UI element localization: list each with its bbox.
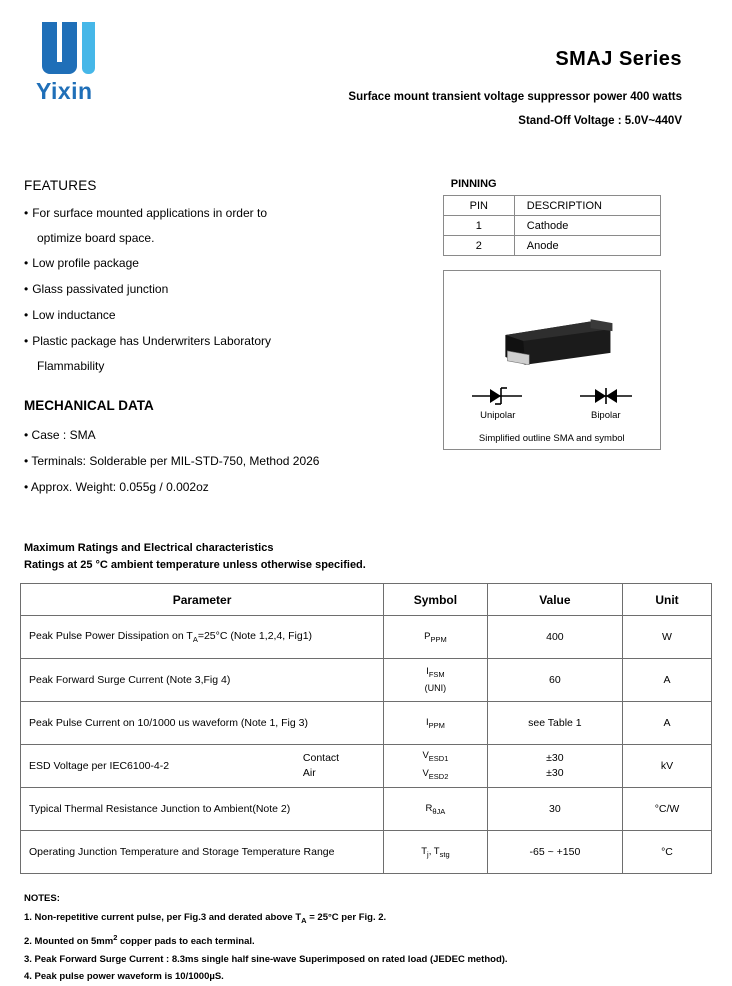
row-parameter — [21, 616, 384, 659]
symbol-subscript: j — [427, 849, 429, 859]
table-row — [443, 236, 660, 256]
row-value: 30 — [487, 788, 622, 831]
subtitle-voltage: Stand-Off Voltage : 5.0V~440V — [518, 115, 682, 127]
mechanical-data-title: MECHANICAL DATA — [24, 398, 154, 413]
symbol-subscript: ESD1 — [428, 754, 449, 763]
mechanical-item: • Approx. Weight: 0.055g / 0.002oz — [24, 480, 209, 494]
symbol-subscript: PPM — [428, 720, 445, 730]
package-caption: Simplified outline SMA and symbol — [478, 433, 625, 444]
sma-package-drawing — [444, 295, 660, 387]
note-text: 2. Mounted on 5mm — [24, 936, 114, 948]
symbol-main: P — [424, 630, 431, 642]
unipolar-label: Unipolar — [480, 410, 516, 421]
company-name: Yixin — [36, 78, 93, 104]
feature-item: • Low profile package — [24, 256, 139, 270]
feature-text: Low profile package — [32, 256, 139, 270]
note-superscript: 2 — [113, 932, 118, 942]
row-unit: °C — [623, 831, 712, 874]
symbol-subscript: PPM — [430, 634, 447, 644]
notes-section — [20, 890, 712, 986]
table-row — [443, 216, 660, 236]
feature-item: • For surface mounted applications in order to — [24, 206, 267, 220]
header-parameter: Parameter — [21, 584, 384, 616]
pinning-header-description: DESCRIPTION — [514, 196, 660, 216]
ratings-table — [20, 583, 712, 874]
package-outline-box — [443, 270, 661, 450]
table-row — [21, 831, 712, 874]
table-row — [21, 702, 712, 745]
table-row — [21, 616, 712, 659]
note-item: 3. Peak Forward Surge Current : 8.3ms single half sine-wave Superimposed on rated load (JEDEC method). — [24, 953, 508, 965]
row-symbol — [384, 745, 488, 788]
bipolar-label: Bipolar — [590, 410, 621, 421]
row-symbol — [384, 831, 488, 874]
symbol-main: R — [425, 802, 433, 814]
ratings-line-1: Maximum Ratings and Electrical characteristics — [24, 542, 274, 554]
feature-text: Glass passivated junction — [32, 282, 169, 296]
bipolar-diode-icon — [578, 385, 634, 407]
pin-number: 1 — [443, 216, 514, 236]
pinning-column — [443, 178, 712, 502]
symbol-main-2: V — [422, 768, 429, 779]
header-value: Value — [487, 584, 622, 616]
symbol-main: V — [422, 750, 429, 762]
title-block — [348, 22, 712, 127]
note-text: 1. Non-repetitive current pulse, per Fig.3 and derated above T — [24, 911, 302, 923]
row-parameter: Peak Pulse Current on 10/1000 us waveform (Note 1, Fig 3) — [21, 702, 384, 745]
mid-section — [20, 178, 712, 502]
row-value: 60 — [487, 659, 622, 702]
pinning-table — [443, 195, 661, 256]
esd-air-label: Air — [302, 767, 316, 779]
header-unit: Unit — [623, 584, 712, 616]
symbol-main: T — [421, 845, 428, 857]
note-text-rest: copper pads to each terminal. — [117, 936, 255, 948]
row-unit: kV — [623, 745, 712, 788]
page-header — [20, 0, 712, 127]
logo-mark-icon — [36, 22, 110, 74]
table-header-row — [443, 196, 660, 216]
pinning-header-pin: PIN — [443, 196, 514, 216]
feature-item-continued: Flammability — [37, 359, 105, 373]
esd-method-labels — [303, 751, 375, 781]
row-symbol — [384, 702, 488, 745]
pinning-title: PINNING — [450, 178, 497, 190]
header-symbol: Symbol — [384, 584, 488, 616]
pin-description: Cathode — [514, 216, 660, 236]
mechanical-text: Terminals: Solderable per MIL-STD-750, Method 2026 — [31, 454, 320, 468]
row-value: -65 ~ +150 — [487, 831, 622, 874]
parameter-text-rest: =25°C (Note 1,2,4, Fig1) — [197, 629, 313, 642]
value-line-2: ±30 — [546, 767, 564, 779]
unipolar-symbol — [470, 385, 526, 421]
row-value: 400 — [487, 616, 622, 659]
row-unit: A — [623, 659, 712, 702]
feature-text: Plastic package has Underwriters Laboratory — [32, 334, 271, 348]
note-item — [24, 909, 712, 929]
features-title: FEATURES — [24, 178, 97, 193]
table-row — [21, 745, 712, 788]
ratings-heading — [20, 540, 712, 574]
symbol-subscript-2: stg — [439, 849, 450, 859]
note-text-rest: = 25°C per Fig. 2. — [306, 911, 387, 923]
symbol-main: I — [426, 665, 429, 677]
row-unit: W — [623, 616, 712, 659]
parameter-subscript: A — [192, 635, 198, 645]
subtitle-power: Surface mount transient voltage suppressor power 400 watts — [348, 91, 682, 103]
feature-item: • Plastic package has Underwriters Laboratory — [24, 334, 271, 348]
bipolar-symbol — [578, 385, 634, 421]
mechanical-item: • Case : SMA — [24, 428, 96, 442]
row-parameter: Typical Thermal Resistance Junction to Ambient(Note 2) — [21, 788, 384, 831]
note-item — [24, 929, 712, 951]
mechanical-text: Case : SMA — [31, 428, 96, 442]
symbol-row — [444, 385, 660, 421]
row-unit: °C/W — [623, 788, 712, 831]
row-symbol — [384, 616, 488, 659]
row-symbol — [384, 659, 488, 702]
features-column — [20, 178, 443, 502]
unipolar-diode-icon — [470, 385, 526, 407]
symbol-subscript: θJA — [432, 806, 446, 816]
notes-title: NOTES: — [24, 893, 60, 904]
symbol-subscript: FSM — [428, 669, 445, 679]
symbol-main-2: , T — [428, 845, 440, 857]
company-logo — [20, 22, 236, 105]
table-header-row — [21, 584, 712, 616]
mechanical-text: Approx. Weight: 0.055g / 0.002oz — [30, 480, 209, 494]
esd-contact-label: Contact — [302, 752, 340, 764]
row-parameter: Operating Junction Temperature and Storage Temperature Range — [21, 831, 384, 874]
symbol-subscript-2: ESD2 — [428, 771, 449, 781]
pin-description: Anode — [514, 236, 660, 256]
row-parameter: Peak Forward Surge Current (Note 3,Fig 4) — [21, 659, 384, 702]
symbol-main: I — [425, 716, 429, 728]
note-item: 4. Peak pulse power waveform is 10/1000µS. — [24, 971, 224, 983]
feature-text: For surface mounted applications in order to — [32, 206, 267, 220]
feature-item: • Low inductance — [24, 308, 116, 322]
row-unit: A — [623, 702, 712, 745]
series-title: SMAJ Series — [555, 48, 682, 70]
row-symbol — [384, 788, 488, 831]
value-line-1: ±30 — [546, 752, 564, 764]
table-row — [21, 788, 712, 831]
row-value: see Table 1 — [487, 702, 622, 745]
mechanical-item: • Terminals: Solderable per MIL-STD-750, Method 2026 — [24, 454, 320, 468]
parameter-text: Peak Pulse Power Dissipation on T — [29, 629, 193, 642]
note-subscript: A — [301, 915, 307, 925]
table-row — [21, 659, 712, 702]
row-parameter — [21, 745, 384, 788]
feature-text: Low inductance — [32, 308, 116, 322]
feature-item: • Glass passivated junction — [24, 282, 169, 296]
row-value — [487, 745, 622, 788]
pin-number: 2 — [443, 236, 514, 256]
symbol-line2: (UNI) — [424, 683, 447, 694]
parameter-text: ESD Voltage per IEC6100-4-2 — [29, 760, 170, 772]
ratings-line-2: Ratings at 25 °C ambient temperature unless otherwise specified. — [24, 559, 366, 571]
feature-item-continued: optimize board space. — [37, 231, 155, 245]
